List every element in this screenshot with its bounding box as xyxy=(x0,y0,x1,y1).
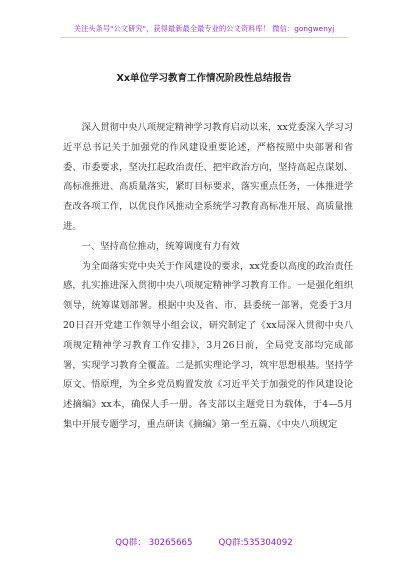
footer-contacts xyxy=(0,536,408,548)
paragraph-section-1: 为全面落实党中央关于作风建设的要求，xx党委以高度的政治责任感，扎实推进深入贯彻中央八项规定精神学习教育工作。一是强化组织领导，统筹谋划部署。根据中央及省、市、县委统一部署，党委于3月20日召开党建工作领导小组会议，研究制定了《xx局深入贯彻中央八项规定精神学习教育工作安排》，3月26日前，全局党支部均完成部署，实现学习教育全覆盖。二是抓实理论学习，筑牢思想根基。坚持学原文、悟原理，为全乡党员购置发放《习近平关于加强党的作风建设论述摘编》xx本，确保人手一册。各支部以主题党日为载体，于4—5月集中开展专题学习，重点研读《摘编》第一至五篇、《中央八项规定 xyxy=(63,260,353,430)
promo-banner: 关注头条号"公文研究"，获得最新最全最专业的公文资料库！ 微信：gongwenyj xyxy=(73,24,335,33)
qq-group-1: QQ群： 30265665 xyxy=(115,538,193,548)
banner-divider xyxy=(60,37,348,38)
document-body xyxy=(63,118,353,435)
section-heading-1: 一、坚持高位推动，统筹调度有力有效 xyxy=(81,240,240,252)
paragraph-intro: 深入贯彻中央八项规定精神学习教育启动以来，xx党委深入学习习近平总书记关于加强党的作风建设重要论述，严格按照中央部署和省委、市委要求，坚决扛起政治责任、把牢政治方向，坚持高起点谋划、高标准推进、高质量落实，紧盯目标要求，落实重点任务，一体推进学查改各项工作，以优良作风推动全系统学习教育高标准开展、高质量推进。 xyxy=(63,122,353,232)
qq-group-2: QQ群:535304092 xyxy=(218,538,293,548)
document-title: Xx单位学习教育工作情况阶段性总结报告 xyxy=(116,73,292,84)
